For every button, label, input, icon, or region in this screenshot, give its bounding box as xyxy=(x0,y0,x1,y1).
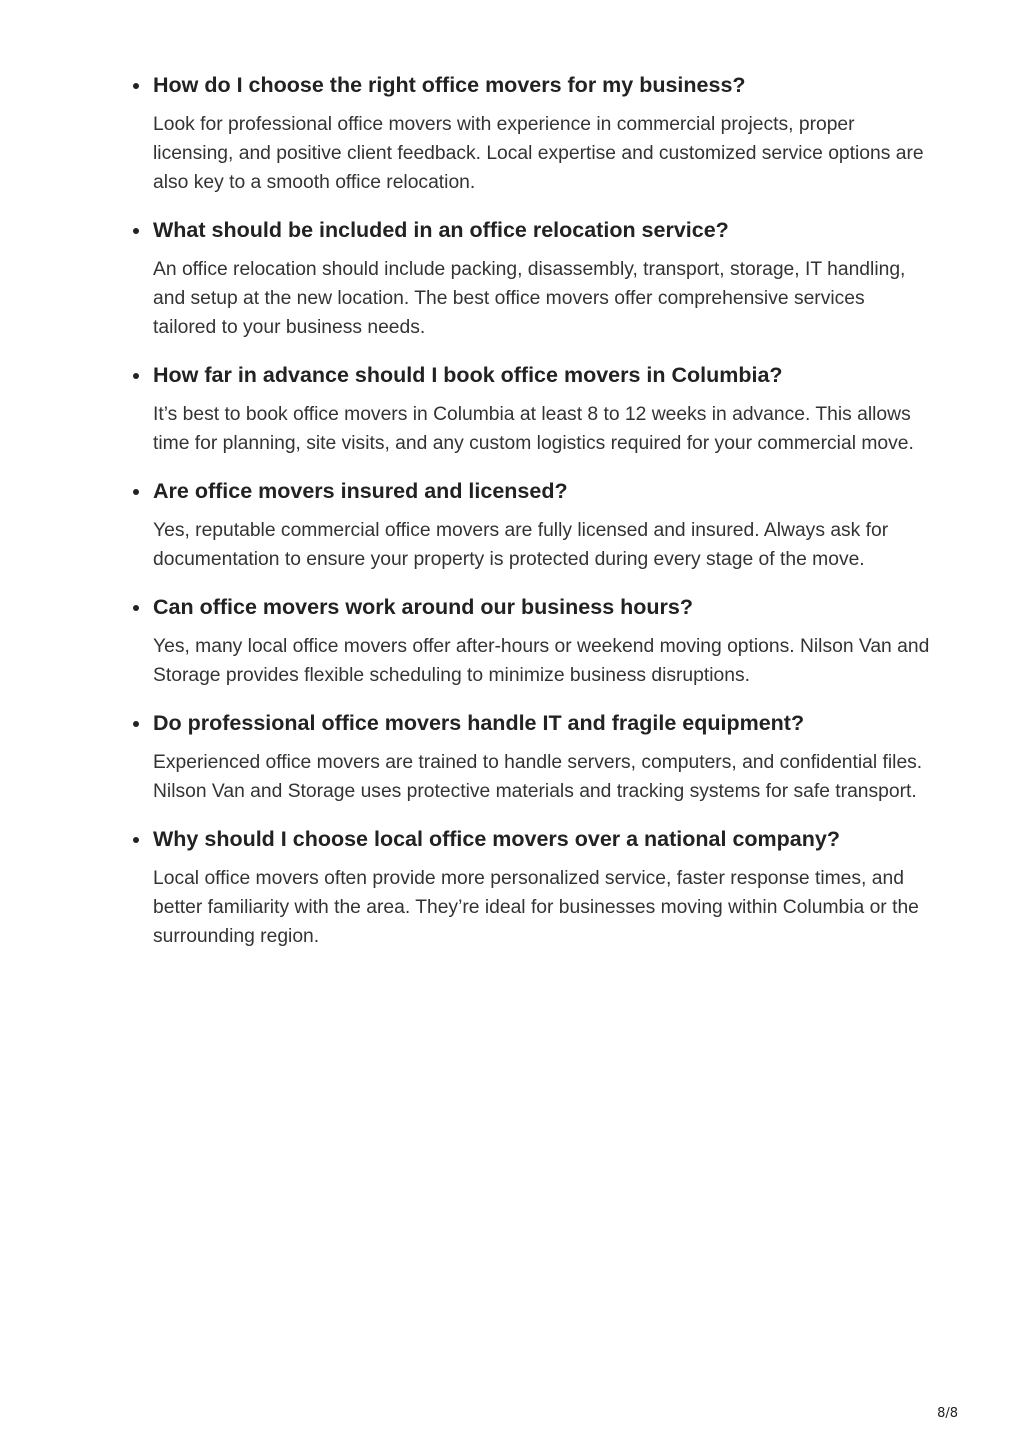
bullet-icon xyxy=(133,721,139,727)
faq-answer: Yes, reputable commercial office movers are fully licensed and insured. Always ask for documentation to ensure your property is protected during every stage of the move. xyxy=(153,520,889,570)
page-number: 8/8 xyxy=(937,1406,958,1421)
bullet-icon xyxy=(133,228,139,234)
faq-answer: Look for professional office movers with experience in commercial projects, proper licensing, and positive client feedback. Local expertise and customized service options are also key to a smooth office relocation. xyxy=(153,114,924,193)
faq-question: Can office movers work around our business hours? xyxy=(153,595,693,619)
bullet-icon xyxy=(133,837,139,843)
faq-item xyxy=(153,360,933,458)
bullet-icon xyxy=(133,605,139,611)
faq-question: How far in advance should I book office movers in Columbia? xyxy=(153,363,783,387)
faq-item xyxy=(153,70,933,197)
faq-item xyxy=(153,215,933,342)
bullet-icon xyxy=(133,83,139,89)
faq-list xyxy=(153,70,933,969)
faq-item xyxy=(153,824,933,951)
bullet-icon xyxy=(133,373,139,379)
faq-question: Are office movers insured and licensed? xyxy=(153,479,568,503)
faq-question: Why should I choose local office movers over a national company? xyxy=(153,827,840,851)
faq-item xyxy=(153,708,933,806)
faq-answer: An office relocation should include packing, disassembly, transport, storage, IT handling, and setup at the new location. The best office movers offer comprehensive services tailored to your business needs. xyxy=(153,259,906,338)
faq-answer: It’s best to book office movers in Columbia at least 8 to 12 weeks in advance. This allows time for planning, site visits, and any custom logistics required for your commercial move. xyxy=(153,404,914,454)
faq-question: How do I choose the right office movers for my business? xyxy=(153,73,746,97)
bullet-icon xyxy=(133,489,139,495)
faq-answer: Yes, many local office movers offer after-hours or weekend moving options. Nilson Van and Storage provides flexible scheduling to minimize business disruptions. xyxy=(153,636,930,686)
faq-question: Do professional office movers handle IT and fragile equipment? xyxy=(153,711,805,735)
faq-answer: Experienced office movers are trained to handle servers, computers, and confidential files. Nilson Van and Storage uses protective materials and tracking systems for safe transport. xyxy=(153,752,923,802)
faq-item xyxy=(153,592,933,690)
faq-question: What should be included in an office relocation service? xyxy=(153,218,729,242)
faq-answer: Local office movers often provide more personalized service, faster response times, and better familiarity with the area. They’re ideal for businesses moving within Columbia or the surrounding region. xyxy=(153,868,919,947)
faq-item xyxy=(153,476,933,574)
